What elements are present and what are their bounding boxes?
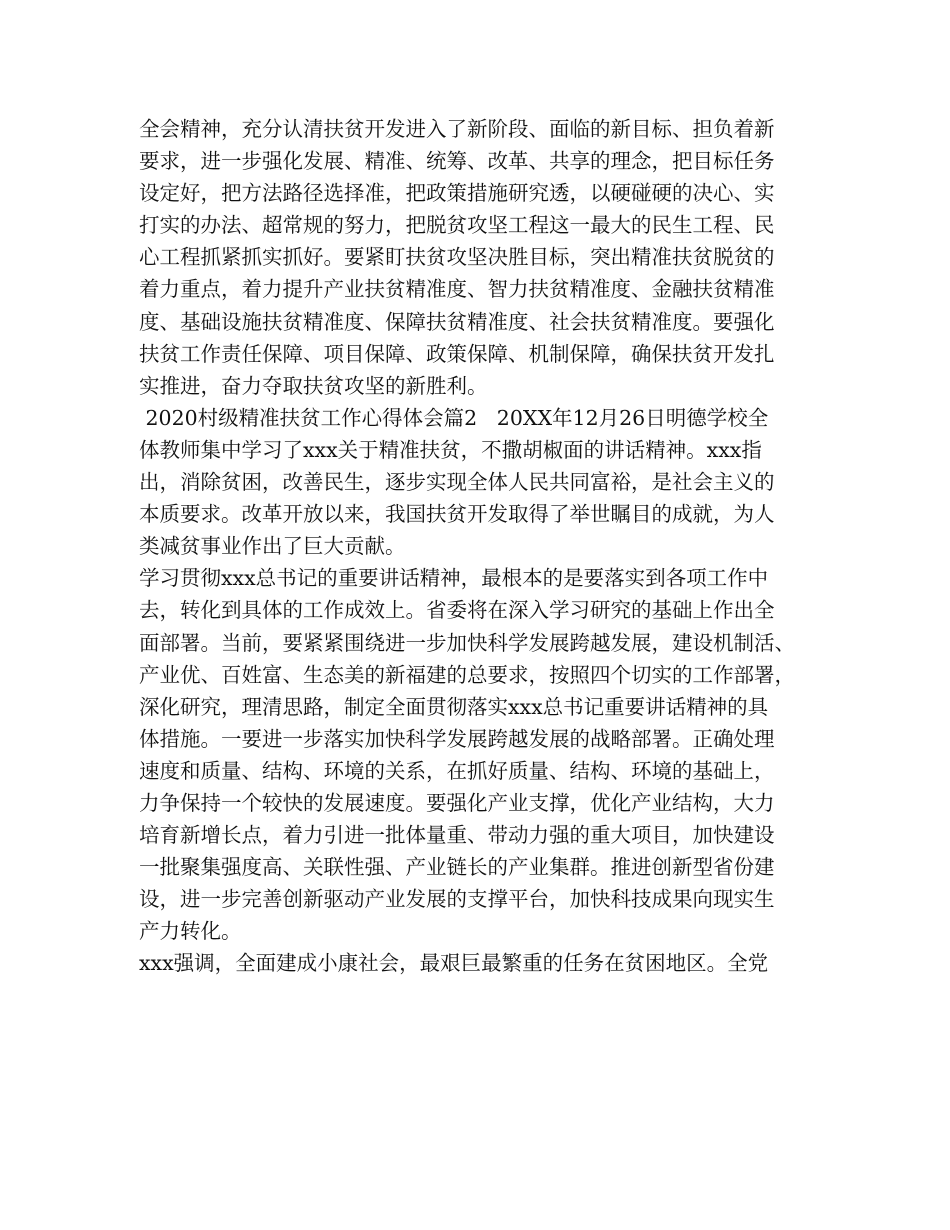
text-line: 深化研究，理清思路，制定全面贯彻落实xxx总书记重要讲话精神的具 <box>139 694 769 719</box>
text-line: 速度和质量、结构、环境的关系，在抓好质量、结构、环境的基础上， <box>139 758 775 783</box>
text-line: 体教师集中学习了xxx关于精准扶贫，不撒胡椒面的讲话精神。xxx指 <box>139 437 762 462</box>
text-line: 打实的办法、超常规的努力，把脱贫攻坚工程这一最大的民生工程、民 <box>139 213 775 238</box>
text-line: 扶贫工作责任保障、项目保障、政策保障、机制保障，确保扶贫开发扎 <box>139 341 775 366</box>
text-line: 类减贫事业作出了巨大贡献。 <box>139 534 406 559</box>
text-line: 学习贯彻xxx总书记的重要讲话精神，最根本的是要落实到各项工作中 <box>139 566 769 591</box>
text-line: 力争保持一个较快的发展速度。要强化产业支撑，优化产业结构，大力 <box>139 790 775 815</box>
text-line: 培育新增长点，着力引进一批体量重、带动力强的重大项目，加快建设 <box>139 823 775 848</box>
text-line: 设定好，把方法路径选择准，把政策措施研究透，以硬碰硬的决心、实 <box>139 181 775 206</box>
text-line: 心工程抓紧抓实抓好。要紧盯扶贫攻坚决胜目标，突出精准扶贫脱贫的 <box>139 245 775 270</box>
text-line: 要求，进一步强化发展、精准、统筹、改革、共享的理念，把目标任务 <box>139 149 775 174</box>
text-line: 去，转化到具体的工作成效上。省委将在深入学习研究的基础上作出全 <box>139 598 775 623</box>
text-line: 一批聚集强度高、关联性强、产业链长的产业集群。推进创新型省份建 <box>139 855 775 880</box>
text-line: 面部署。当前，要紧紧围绕进一步加快科学发展跨越发展，建设机制活、 <box>139 630 795 655</box>
text-line: 全会精神，充分认清扶贫开发进入了新阶段、面临的新目标、担负着新 <box>139 117 775 141</box>
text-line: 产业优、百姓富、生态美的新福建的总要求，按照四个切实的工作部署， <box>139 662 795 687</box>
text-line: 产力转化。 <box>139 919 242 944</box>
text-line: 着力重点，着力提升产业扶贫精准度、智力扶贫精准度、金融扶贫精准 <box>139 277 775 302</box>
text-line: xxx强调，全面建成小康社会，最艰巨最繁重的任务在贫困地区。全党 <box>139 951 769 976</box>
text-line: 度、基础设施扶贫精准度、保障扶贫精准度、社会扶贫精准度。要强化 <box>139 309 775 334</box>
document-body <box>139 113 829 980</box>
text-line: 本质要求。改革开放以来，我国扶贫开发取得了举世瞩目的成就，为人 <box>139 502 775 527</box>
section-heading-line: 2020村级精准扶贫工作心得体会篇2 20XX年12月26日明德学校全 <box>139 405 769 430</box>
text-line: 出，消除贫困，改善民生，逐步实现全体人民共同富裕，是社会主义的 <box>139 470 775 495</box>
text-line: 实推进，奋力夺取扶贫攻坚的新胜利。 <box>139 373 488 398</box>
text-line: 体措施。一要进一步落实加快科学发展跨越发展的战略部署。正确处理 <box>139 726 775 751</box>
text-line: 设，进一步完善创新驱动产业发展的支撑平台，加快科技成果向现实生 <box>139 887 775 912</box>
